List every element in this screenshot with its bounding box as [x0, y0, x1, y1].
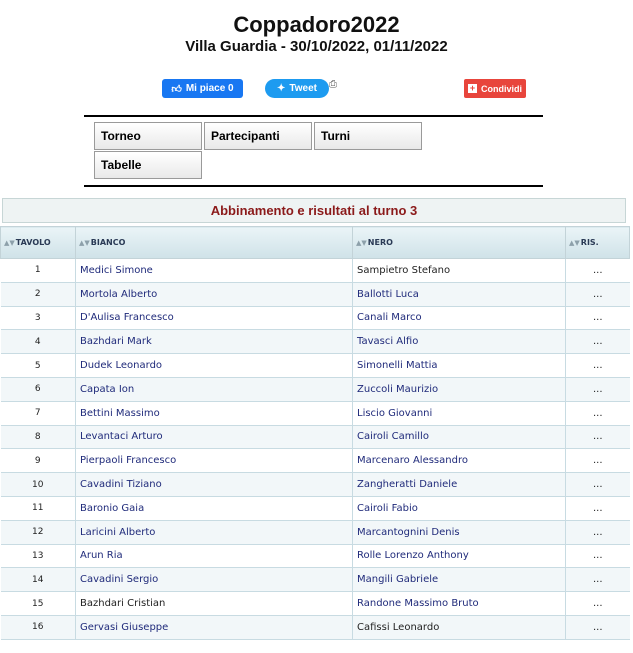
- table-row: [1, 425, 630, 449]
- cell-tavolo: 9: [1, 449, 76, 473]
- cell-result: ...: [566, 592, 630, 616]
- tab-tabelle[interactable]: Tabelle: [94, 151, 202, 179]
- cell-result: ...: [566, 473, 630, 497]
- cell-nero-player[interactable]: Marcantognini Denis: [353, 520, 566, 544]
- sort-icon: ▲▼: [569, 239, 580, 247]
- cell-bianco-player[interactable]: Arun Ria: [76, 544, 353, 568]
- table-row: [1, 330, 630, 354]
- col-header-bianco[interactable]: ▲▼BIANCO: [76, 227, 353, 259]
- cell-bianco-player[interactable]: Levantaci Arturo: [76, 425, 353, 449]
- cell-result: ...: [566, 449, 630, 473]
- page-subtitle: Villa Guardia - 30/10/2022, 01/11/2022: [185, 38, 448, 55]
- cell-bianco-player[interactable]: Baronio Gaia: [76, 496, 353, 520]
- plus-icon: +: [469, 83, 476, 93]
- cell-result: ...: [566, 568, 630, 592]
- table-row: [1, 354, 630, 378]
- cell-tavolo: 6: [1, 377, 76, 401]
- cell-nero-player[interactable]: Zangheratti Daniele: [353, 473, 566, 497]
- cell-bianco-player[interactable]: D'Aulisa Francesco: [76, 306, 353, 330]
- cell-result: ...: [566, 282, 630, 306]
- cell-result: ...: [566, 520, 630, 544]
- cell-tavolo: 15: [1, 592, 76, 616]
- cell-tavolo: 14: [1, 568, 76, 592]
- cell-bianco-player[interactable]: Dudek Leonardo: [76, 354, 353, 378]
- sort-icon: ▲▼: [356, 239, 367, 247]
- cell-nero-player[interactable]: Cairoli Camillo: [353, 425, 566, 449]
- menu-top-rule: [84, 115, 543, 117]
- cell-tavolo: 2: [1, 282, 76, 306]
- table-row: [1, 496, 630, 520]
- cell-result: ...: [566, 377, 630, 401]
- cell-tavolo: 16: [1, 615, 76, 639]
- round-title: Abbinamento e risultati al turno 3: [2, 198, 626, 223]
- table-row: [1, 377, 630, 401]
- cell-nero-player[interactable]: Mangili Gabriele: [353, 568, 566, 592]
- table-row: [1, 282, 630, 306]
- table-row: [1, 568, 630, 592]
- cell-tavolo: 13: [1, 544, 76, 568]
- cell-bianco-player: Bazhdari Cristian: [76, 592, 353, 616]
- cell-nero-player: Sampietro Stefano: [353, 259, 566, 283]
- cell-result: ...: [566, 544, 630, 568]
- menu-bottom-rule: [84, 185, 543, 187]
- cell-bianco-player[interactable]: Bettini Massimo: [76, 401, 353, 425]
- tweet-label: Tweet: [289, 83, 317, 94]
- cell-result: ...: [566, 259, 630, 283]
- cell-tavolo: 4: [1, 330, 76, 354]
- cell-tavolo: 7: [1, 401, 76, 425]
- cell-tavolo: 11: [1, 496, 76, 520]
- cell-result: ...: [566, 496, 630, 520]
- cell-bianco-player[interactable]: Capata Ion: [76, 377, 353, 401]
- cell-result: ...: [566, 306, 630, 330]
- pairings-table: [0, 226, 630, 640]
- cell-tavolo: 12: [1, 520, 76, 544]
- cell-nero-player[interactable]: Tavasci Alfio: [353, 330, 566, 354]
- cell-result: ...: [566, 401, 630, 425]
- cell-nero-player: Cafissi Leonardo: [353, 615, 566, 639]
- cell-nero-player[interactable]: Zuccoli Maurizio: [353, 377, 566, 401]
- sort-icon: ▲▼: [79, 239, 90, 247]
- cell-nero-player[interactable]: Liscio Giovanni: [353, 401, 566, 425]
- table-row: [1, 544, 630, 568]
- cell-bianco-player[interactable]: Laricini Alberto: [76, 520, 353, 544]
- cell-bianco-player[interactable]: Mortola Alberto: [76, 282, 353, 306]
- cell-bianco-player[interactable]: Cavadini Tiziano: [76, 473, 353, 497]
- like-label: Mi piace 0: [185, 83, 234, 94]
- table-row: [1, 401, 630, 425]
- cell-nero-player[interactable]: Rolle Lorenzo Anthony: [353, 544, 566, 568]
- thumbs-up-icon: 👍︎: [171, 83, 182, 95]
- page-title: Coppadoro2022: [233, 12, 400, 37]
- cell-nero-player[interactable]: Ballotti Luca: [353, 282, 566, 306]
- tweet-button[interactable]: [265, 79, 329, 98]
- cell-tavolo: 3: [1, 306, 76, 330]
- cell-tavolo: 8: [1, 425, 76, 449]
- table-row: [1, 615, 630, 639]
- table-row: [1, 520, 630, 544]
- cell-result: ...: [566, 615, 630, 639]
- cell-bianco-player[interactable]: Gervasi Giuseppe: [76, 615, 353, 639]
- col-header-ris[interactable]: ▲▼RIS.: [566, 227, 630, 259]
- table-row: [1, 473, 630, 497]
- cell-tavolo: 5: [1, 354, 76, 378]
- share-label: Condividi: [481, 83, 522, 94]
- share-button[interactable]: [464, 79, 526, 98]
- col-header-tavolo[interactable]: ▲▼TAVOLO: [1, 227, 76, 259]
- cell-nero-player[interactable]: Cairoli Fabio: [353, 496, 566, 520]
- cell-bianco-player[interactable]: Bazhdari Mark: [76, 330, 353, 354]
- cell-tavolo: 10: [1, 473, 76, 497]
- cell-nero-player[interactable]: Simonelli Mattia: [353, 354, 566, 378]
- cell-tavolo: 1: [1, 259, 76, 283]
- cell-result: ...: [566, 330, 630, 354]
- sort-icon: ▲▼: [4, 239, 15, 247]
- print-icon[interactable]: ⎙: [329, 79, 337, 90]
- facebook-like-button[interactable]: [162, 79, 243, 98]
- twitter-bird-icon: ✦: [277, 83, 286, 94]
- cell-bianco-player[interactable]: Medici Simone: [76, 259, 353, 283]
- cell-result: ...: [566, 425, 630, 449]
- table-row: [1, 449, 630, 473]
- table-header-row: [1, 227, 630, 259]
- col-header-nero[interactable]: ▲▼NERO: [353, 227, 566, 259]
- tab-turni[interactable]: Turni: [314, 122, 422, 150]
- cell-nero-player[interactable]: Canali Marco: [353, 306, 566, 330]
- table-row: [1, 259, 630, 283]
- tab-partecipanti[interactable]: Partecipanti: [204, 122, 312, 150]
- tab-torneo[interactable]: Torneo: [94, 122, 202, 150]
- cell-bianco-player[interactable]: Pierpaoli Francesco: [76, 449, 353, 473]
- cell-nero-player[interactable]: Randone Massimo Bruto: [353, 592, 566, 616]
- cell-bianco-player[interactable]: Cavadini Sergio: [76, 568, 353, 592]
- cell-result: ...: [566, 354, 630, 378]
- table-row: [1, 306, 630, 330]
- table-row: [1, 592, 630, 616]
- cell-nero-player[interactable]: Marcenaro Alessandro: [353, 449, 566, 473]
